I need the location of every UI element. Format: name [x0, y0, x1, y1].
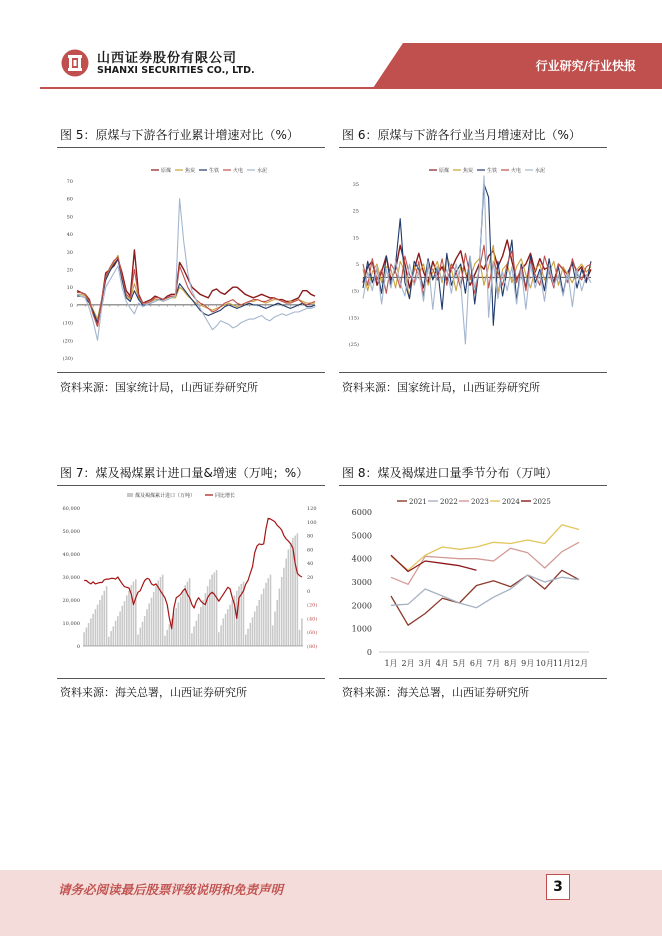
fig7-bar — [99, 600, 101, 646]
fig7-y-left-tick: 0 — [76, 644, 80, 650]
fig8-x-tick: 10月 — [535, 659, 554, 668]
fig6-y-tick: (25) — [348, 342, 359, 348]
fig7-bar — [196, 621, 198, 646]
figure-7-source: 资料来源：海关总署，山西证券研究所 — [60, 686, 247, 699]
fig7-bar — [211, 575, 213, 646]
fig5-series-line — [77, 255, 315, 319]
fig7-bar — [92, 614, 94, 646]
fig8-x-tick: 4月 — [435, 659, 449, 668]
figure-7-title: 图 7：煤及褐煤累计进口量&增速（万吨；%） — [60, 466, 309, 480]
fig7-growth-line — [84, 518, 302, 629]
fig8-series-line — [391, 555, 477, 571]
fig5-y-tick: (20) — [62, 338, 73, 345]
figure-5-chart — [57, 148, 325, 372]
fig8-x-tick: 12月 — [569, 659, 589, 668]
fig7-y-left-tick: 30,000 — [62, 575, 80, 581]
fig7-legend-line-label: 同比增长 — [215, 493, 236, 499]
fig7-y-right-tick: 100 — [307, 519, 317, 526]
fig7-bar — [290, 543, 292, 647]
fig7-bar — [250, 623, 252, 646]
fig8-series-line — [391, 570, 579, 625]
fig7-bar — [151, 598, 153, 646]
fig8-x-tick: 7月 — [486, 659, 501, 668]
fig7-bar — [272, 625, 274, 646]
fig6-legend-label: 水泥 — [535, 168, 546, 174]
fig5-y-tick: (10) — [62, 320, 73, 327]
fig7-bar — [90, 618, 92, 646]
fig7-bar — [108, 637, 110, 646]
page-number: 3 — [546, 874, 570, 900]
fig7-legend-bar-label: 煤及褐煤累计进口（万吨） — [135, 493, 196, 499]
fig7-y-left-tick: 50,000 — [62, 529, 80, 535]
fig8-x-tick: 2月 — [401, 659, 415, 668]
fig8-x-tick: 6月 — [469, 659, 484, 668]
fig7-bar — [267, 578, 269, 646]
fig7-bar — [207, 586, 209, 646]
fig7-bar — [200, 607, 202, 646]
fig7-bar — [162, 575, 164, 646]
fig7-bar — [110, 631, 112, 646]
fig8-y-tick: 3000 — [351, 578, 372, 587]
figure-6-title: 图 6：原煤与下游各行业当月增速对比（%） — [342, 128, 581, 142]
fig7-bar — [252, 617, 254, 646]
fig7-bar — [140, 628, 142, 646]
fig7-y-right-tick: 60 — [307, 547, 314, 554]
fig7-bar — [169, 624, 171, 646]
fig8-series-line — [391, 525, 579, 571]
fig7-y-right-tick: (80) — [307, 644, 318, 650]
fig8-x-tick: 5月 — [452, 659, 466, 668]
fig7-bar — [285, 559, 287, 646]
figure-5-source: 资料来源：国家统计局，山西证券研究所 — [60, 381, 258, 394]
figure-8-bottom-rule — [339, 678, 607, 679]
fig7-bar — [261, 594, 263, 646]
fig7-bar — [299, 630, 301, 646]
fig7-bar — [153, 592, 155, 646]
fig7-bar — [126, 595, 128, 646]
fig6-y-tick: 5 — [355, 262, 359, 268]
fig7-y-left-tick: 10,000 — [62, 621, 80, 627]
fig5-legend-label: 焦炭 — [185, 168, 196, 174]
figure-5-bottom-rule — [57, 372, 325, 373]
fig7-bar — [148, 603, 150, 646]
fig5-y-tick: 60 — [66, 196, 73, 203]
fig7-bar — [281, 577, 283, 646]
fig7-bar — [88, 623, 90, 646]
fig7-bar — [279, 589, 281, 647]
fig7-y-right-tick: (40) — [307, 616, 318, 623]
fig8-x-tick: 8月 — [504, 659, 518, 668]
fig7-bar — [247, 629, 249, 646]
fig7-bar — [160, 577, 162, 646]
fig7-bar — [263, 589, 265, 647]
fig5-y-tick: 10 — [66, 285, 73, 292]
figure-7-svg — [57, 486, 325, 678]
fig6-series-line — [363, 184, 591, 325]
fig8-series-line — [391, 542, 579, 584]
fig7-bar — [191, 633, 193, 646]
fig7-bar — [178, 602, 180, 646]
fig7-y-right-tick: 20 — [307, 575, 314, 581]
fig7-bar — [225, 614, 227, 646]
fig7-bar — [119, 612, 121, 647]
fig7-y-right-tick: (20) — [307, 602, 318, 609]
fig7-bar — [297, 533, 299, 646]
fig6-legend-label: 生铁 — [487, 168, 498, 174]
fig7-y-left-tick: 60,000 — [62, 506, 80, 512]
fig7-bar — [216, 570, 218, 646]
fig7-bar — [294, 536, 296, 646]
fig6-y-tick: 15 — [352, 235, 359, 242]
fig7-bar — [157, 581, 159, 647]
fig7-bar — [218, 632, 220, 646]
fig7-bar — [146, 609, 148, 646]
fig7-legend-bar-swatch — [127, 493, 133, 497]
figure-6-chart — [339, 148, 607, 372]
fig7-bar — [209, 579, 211, 646]
fig7-bar — [198, 614, 200, 646]
fig8-x-tick: 11月 — [552, 659, 572, 668]
fig7-y-right-tick: 80 — [307, 533, 314, 540]
fig7-y-right-tick: 120 — [307, 506, 317, 512]
fig5-legend-label: 火电 — [233, 168, 244, 174]
fig8-y-tick: 1000 — [351, 624, 372, 634]
figure-6-svg — [339, 148, 607, 372]
figure-7-bottom-rule — [57, 678, 325, 679]
fig7-y-left-tick: 20,000 — [62, 598, 80, 604]
fig6-y-tick: 35 — [352, 182, 359, 188]
fig6-legend-label: 火电 — [511, 168, 522, 174]
fig7-bar — [175, 608, 177, 646]
fig7-bar — [104, 591, 106, 646]
fig8-x-tick: 1月 — [384, 659, 398, 668]
fig7-bar — [184, 585, 186, 646]
figure-5-svg — [57, 148, 325, 372]
fig7-bar — [137, 635, 139, 647]
fig7-bar — [202, 600, 204, 646]
fig7-bar — [270, 575, 272, 646]
fig5-legend-label: 原煤 — [161, 168, 172, 174]
figure-7-chart — [57, 486, 325, 678]
fig7-bar — [113, 626, 115, 646]
figure-6-source: 资料来源：国家统计局，山西证券研究所 — [342, 381, 540, 394]
fig7-bar — [142, 622, 144, 646]
fig7-bar — [180, 597, 182, 647]
fig7-bar — [124, 601, 126, 646]
figure-8-chart — [339, 486, 607, 678]
fig6-legend-label: 原煤 — [439, 168, 450, 174]
fig5-y-tick: 40 — [66, 232, 73, 239]
fig7-bar — [274, 612, 276, 647]
page-header — [0, 0, 662, 92]
fig7-bar — [117, 616, 119, 646]
fig7-bar — [258, 600, 260, 646]
figure-8-source: 资料来源：海关总署，山西证券研究所 — [342, 686, 529, 699]
fig5-series-line — [77, 199, 315, 341]
fig7-y-right-tick: 40 — [307, 561, 314, 568]
fig7-bar — [265, 583, 267, 646]
figure-8-title: 图 8：煤及褐煤进口量季节分布（万吨） — [342, 466, 558, 480]
fig7-bar — [95, 609, 97, 646]
fig7-bar — [220, 625, 222, 646]
fig7-bar — [223, 618, 225, 646]
fig8-y-tick: 0 — [366, 648, 372, 657]
fig7-y-left-tick: 40,000 — [62, 552, 80, 558]
fig8-y-tick: 5000 — [351, 531, 372, 541]
fig5-y-tick: 30 — [66, 249, 73, 256]
fig7-bar — [283, 568, 285, 646]
fig6-y-tick: (5) — [351, 288, 359, 295]
fig7-bar — [238, 586, 240, 646]
fig5-legend-label: 生铁 — [209, 168, 220, 174]
fig5-legend-label: 水泥 — [257, 168, 268, 174]
fig8-x-tick: 3月 — [418, 659, 432, 668]
figure-6-bottom-rule — [339, 372, 607, 373]
fig7-bar — [144, 616, 146, 646]
fig7-bar — [182, 591, 184, 646]
fig7-bar — [189, 578, 191, 646]
fig7-bar — [97, 605, 99, 646]
company-logo-icon — [60, 48, 90, 78]
fig7-bar — [122, 606, 124, 646]
fig8-y-tick: 4000 — [351, 554, 372, 564]
fig5-y-tick: 50 — [66, 214, 73, 221]
fig7-bar — [229, 605, 231, 646]
fig7-bar — [101, 595, 103, 646]
fig7-bar — [106, 586, 108, 646]
fig7-bar — [115, 621, 117, 646]
fig8-legend-label: 2025 — [533, 498, 551, 506]
fig5-y-tick: 70 — [66, 179, 73, 185]
fig5-y-tick: (30) — [62, 356, 73, 362]
fig7-bar — [288, 549, 290, 646]
fig8-legend-label: 2022 — [440, 498, 458, 506]
fig7-bar — [214, 572, 216, 646]
company-name-cn: 山西证券股份有限公司 — [97, 51, 238, 66]
fig7-bar — [256, 606, 258, 646]
fig8-x-tick: 9月 — [521, 659, 535, 668]
fig6-y-tick: 25 — [352, 208, 359, 215]
fig5-y-tick: 20 — [66, 267, 73, 274]
fig8-legend-label: 2021 — [409, 498, 427, 506]
disclaimer-text: 请务必阅读最后股票评级说明和免责声明 — [58, 882, 284, 897]
fig7-bar — [155, 586, 157, 646]
fig7-bar — [232, 600, 234, 646]
fig7-bar — [135, 579, 137, 646]
fig8-legend-label: 2023 — [471, 498, 489, 506]
fig6-legend-label: 焦炭 — [463, 168, 474, 174]
fig7-y-right-tick: (60) — [307, 630, 318, 637]
fig7-bar — [193, 626, 195, 646]
fig7-bar — [301, 618, 303, 646]
fig7-bar — [133, 582, 135, 646]
figure-5-title: 图 5：原煤与下游各行业累计增速对比（%） — [60, 128, 299, 142]
fig7-bar — [227, 609, 229, 646]
fig8-legend-label: 2024 — [502, 498, 520, 506]
fig7-bar — [86, 628, 88, 646]
fig7-bar — [187, 582, 189, 646]
fig7-bar — [128, 591, 130, 646]
fig8-y-tick: 6000 — [351, 508, 372, 517]
fig7-bar — [164, 636, 166, 646]
company-name-en: SHANXI SECURITIES CO., LTD. — [97, 65, 255, 76]
fig7-bar — [276, 600, 278, 646]
fig7-bar — [245, 635, 247, 647]
fig5-y-tick: 0 — [69, 302, 73, 309]
fig7-bar — [254, 612, 256, 647]
fig7-bar — [166, 630, 168, 646]
figure-8-svg — [339, 486, 607, 678]
fig8-y-tick: 2000 — [351, 601, 372, 611]
fig7-y-right-tick: 0 — [307, 588, 311, 595]
fig8-series-line — [391, 575, 579, 608]
header-divider — [40, 87, 662, 89]
report-type: 行业研究/行业快报 — [535, 59, 636, 73]
fig7-bar — [83, 632, 85, 646]
fig6-y-tick: (15) — [348, 315, 359, 322]
